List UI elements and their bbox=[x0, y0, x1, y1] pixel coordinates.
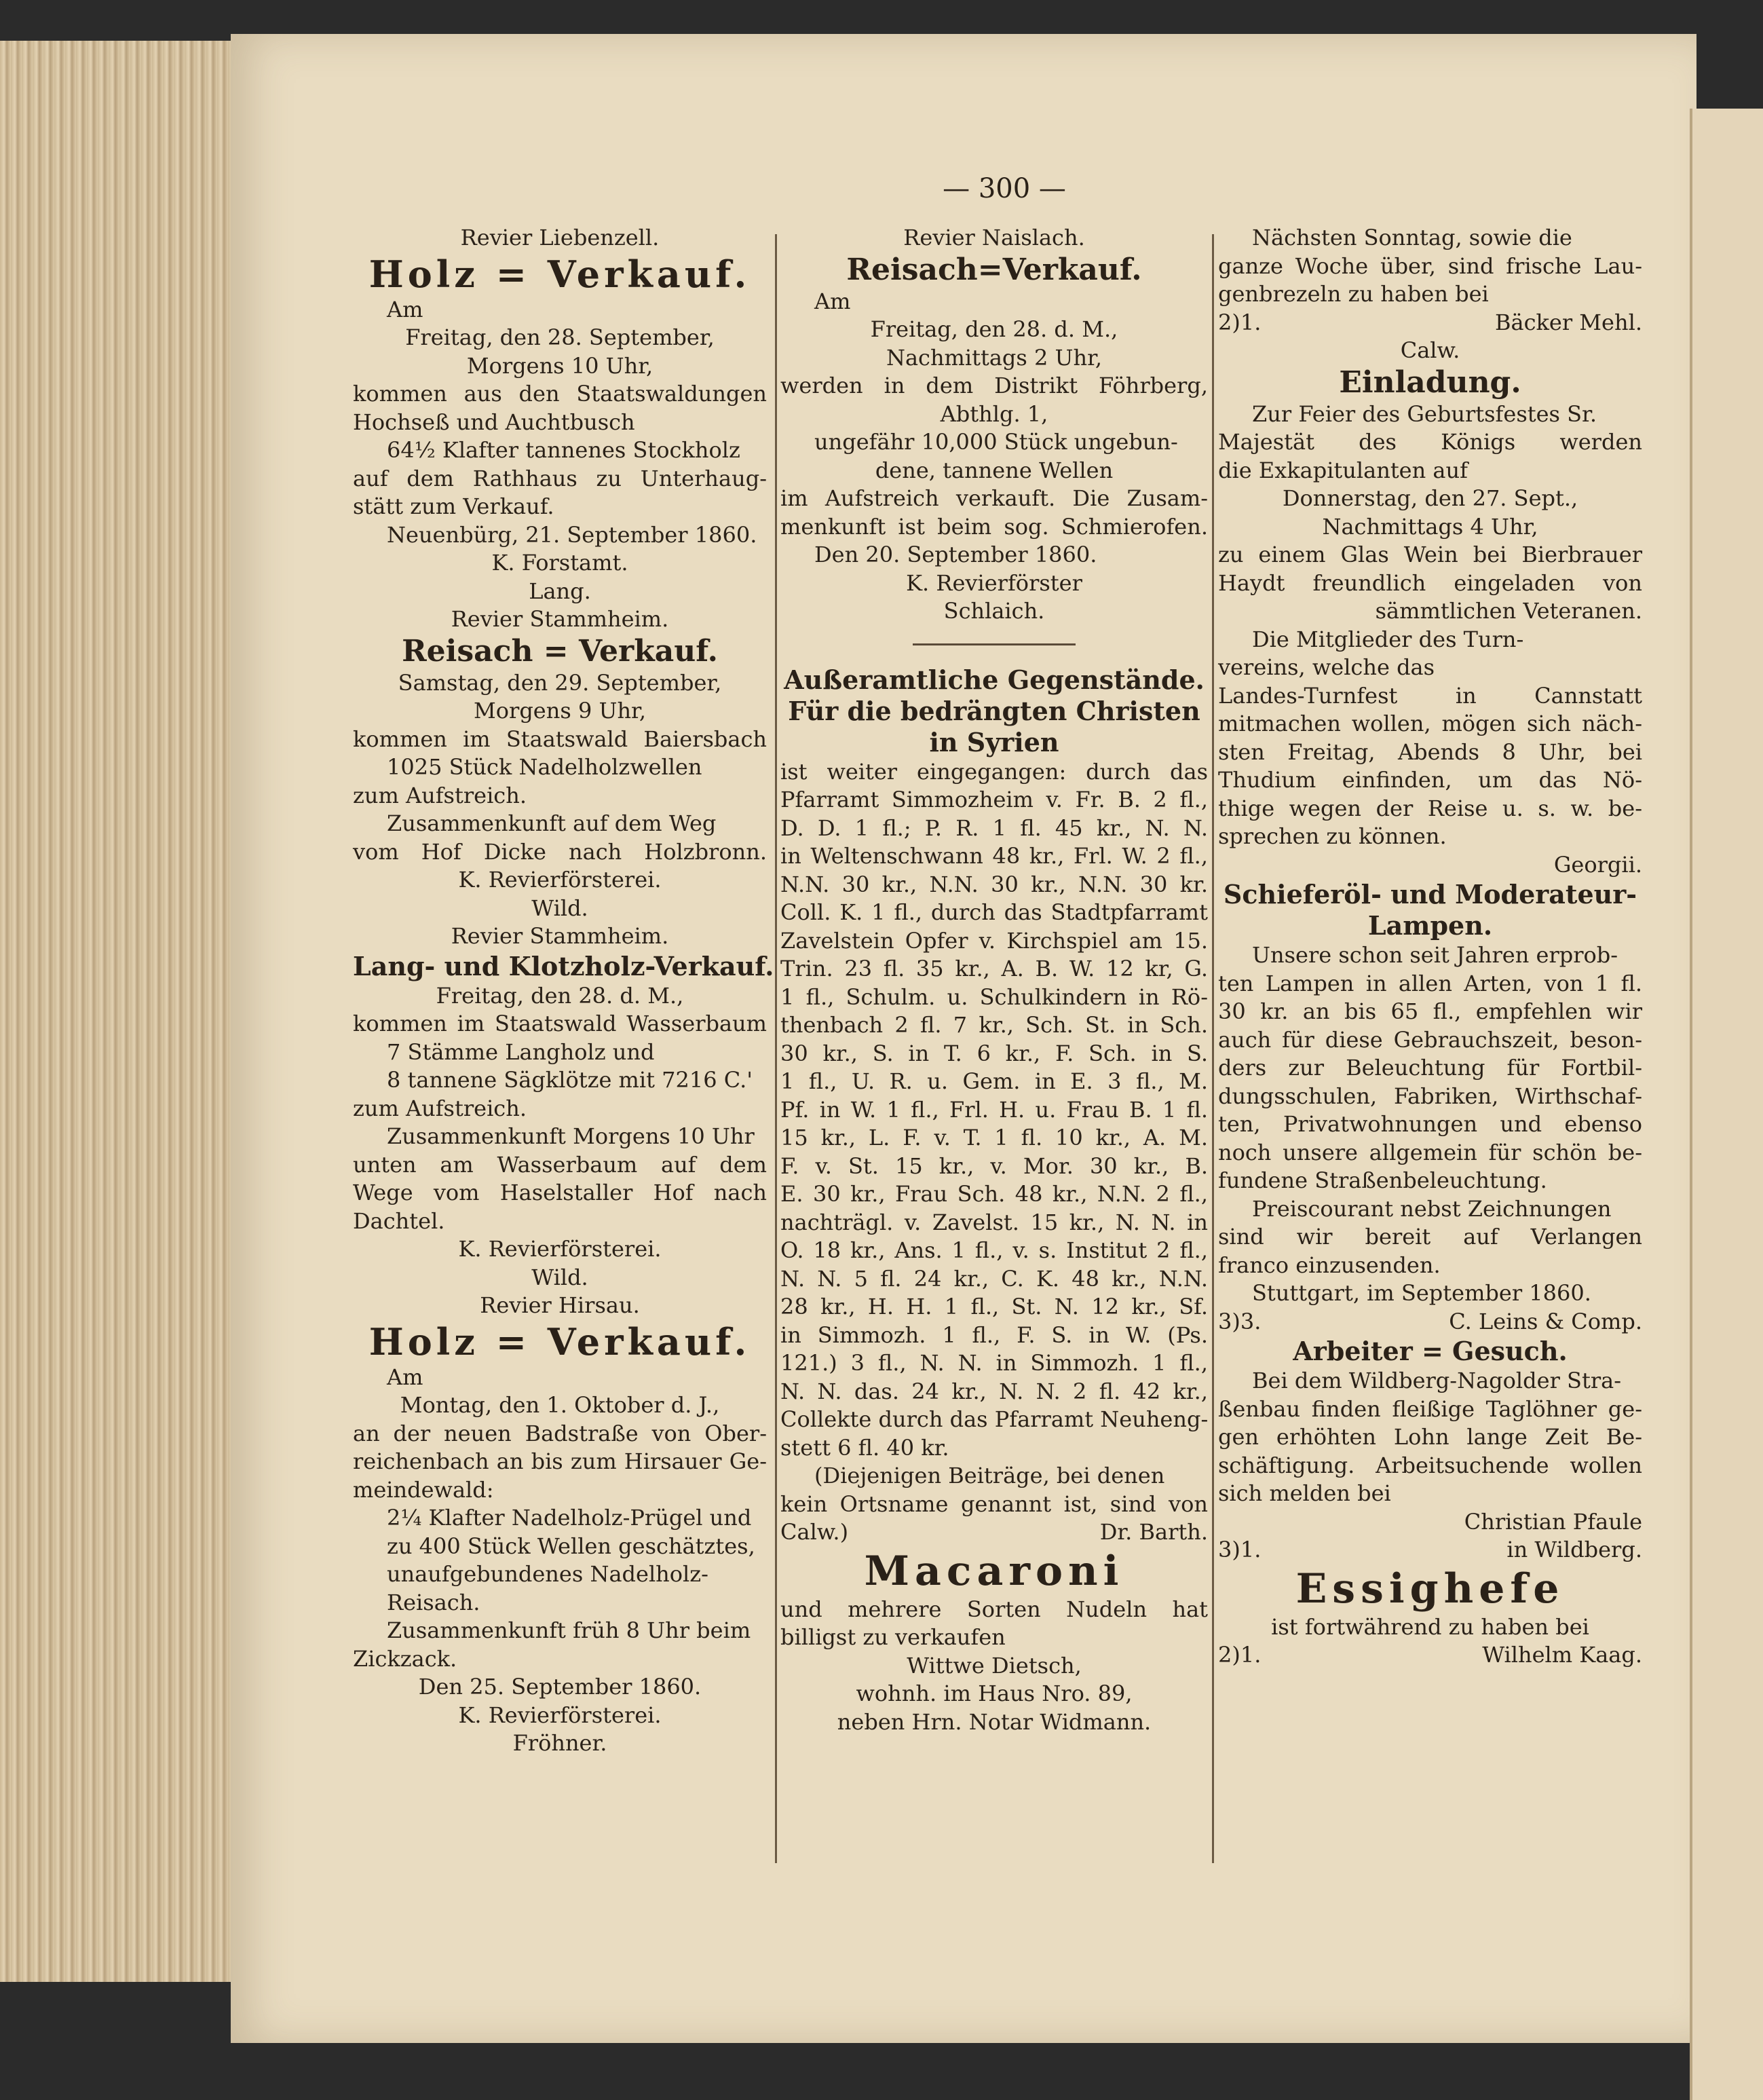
ad-heading: Lampen. bbox=[1367, 910, 1493, 941]
advertisement-c1 bbox=[1218, 224, 1642, 337]
text-line: Hochseß und Auchtbusch bbox=[353, 409, 635, 435]
book-page-edges bbox=[0, 41, 244, 1982]
text-line: 3)3. bbox=[1218, 1308, 1262, 1334]
advertisement-c5 bbox=[1218, 1336, 1642, 1564]
text-line: Neuenbürg, 21. September 1860. bbox=[387, 521, 757, 548]
text-line: 64½ Klafter tannenes Stockholz bbox=[387, 437, 740, 463]
text-line: Christian Pfaule bbox=[1464, 1508, 1642, 1535]
text-line: Collekte durch das Pfarramt Neuheng- bbox=[780, 1406, 1209, 1432]
signature: Bäcker Mehl. bbox=[1494, 309, 1642, 335]
text-line-pair bbox=[1218, 1308, 1642, 1336]
text-line: gen erhöhten Lohn lange Zeit Be- bbox=[1218, 1424, 1642, 1450]
advertisement-a3 bbox=[353, 922, 774, 1292]
column-3 bbox=[1218, 224, 1642, 1880]
signature: in Wildberg. bbox=[1506, 1537, 1642, 1562]
text-line-pair bbox=[1218, 309, 1642, 337]
text-line: D. D. 1 fl.; P. R. 1 fl. 45 kr., N. N. bbox=[780, 814, 1208, 841]
text-line: zum Aufstreich. bbox=[353, 1095, 527, 1121]
text-line: Die Mitglieder des Turn- bbox=[1252, 626, 1524, 652]
text-line: Freitag, den 28. d. M., bbox=[436, 982, 684, 1009]
text-line: zu 400 Stück Wellen geschätztes, bbox=[387, 1533, 755, 1559]
ad-heading: Schieferöl- und Moderateur- bbox=[1223, 879, 1637, 910]
text-line: ganze Woche über, sind frische Lau- bbox=[1218, 252, 1642, 279]
advertisement-a2 bbox=[353, 605, 767, 922]
text-line: reichenbach an bis zum Hirsauer Ge- bbox=[353, 1448, 767, 1474]
text-line: Zavelstein Opfer v. Kirchspiel am 15. bbox=[780, 927, 1208, 954]
advertisement-b2 bbox=[780, 664, 1208, 1547]
text-line: N. N. 5 fl. 24 kr., C. K. 48 kr., N.N. bbox=[780, 1265, 1208, 1292]
text-line: Wittwe Dietsch, bbox=[907, 1652, 1082, 1679]
text-line: Bei dem Wildberg-Nagolder Stra- bbox=[1252, 1368, 1622, 1393]
text-line: Lang. bbox=[529, 578, 591, 604]
text-line: Preiscourant nebst Zeichnungen bbox=[1252, 1195, 1612, 1222]
text-line: vereins, welche das bbox=[1218, 654, 1435, 680]
text-line: K. Forstamt. bbox=[491, 550, 628, 576]
text-line: im Aufstreich verkauft. Die Zusam- bbox=[780, 485, 1208, 511]
text-line: Revier Liebenzell. bbox=[460, 225, 660, 250]
text-line: 3)1. bbox=[1218, 1537, 1262, 1562]
text-line: sich melden bei bbox=[1218, 1480, 1391, 1506]
text-line-pair bbox=[1218, 1536, 1642, 1564]
text-line: 121.) 3 fl., N. N. in Simmozh. 1 fl., bbox=[780, 1350, 1208, 1376]
text-line: K. Revierförsterei. bbox=[458, 867, 662, 893]
text-line: werden in dem Distrikt Föhrberg, bbox=[780, 373, 1208, 398]
signature: C. Leins & Comp. bbox=[1449, 1308, 1642, 1334]
text-line: Zur Feier des Geburtsfestes Sr. bbox=[1252, 400, 1597, 427]
text-line: und mehrere Sorten Nudeln hat bbox=[780, 1596, 1208, 1622]
text-line: Revier Naislach. bbox=[903, 225, 1085, 250]
text-line: N.N. 30 kr., N.N. 30 kr., N.N. 30 kr. bbox=[780, 871, 1208, 897]
text-line: meindewald: bbox=[353, 1476, 494, 1503]
text-line: Den 20. September 1860. bbox=[814, 542, 1097, 567]
text-line: K. Revierförsterei. bbox=[458, 1236, 662, 1262]
text-line: Am bbox=[387, 1364, 423, 1390]
text-line: stett 6 fl. 40 kr. bbox=[780, 1434, 949, 1461]
text-line: Den 25. September 1860. bbox=[418, 1674, 702, 1700]
ad-heading: Holz = Verkauf. bbox=[368, 252, 751, 296]
text-line: unaufgebundenes Nadelholz- bbox=[387, 1561, 708, 1587]
ad-heading: Einladung. bbox=[1339, 364, 1521, 400]
text-line: 1 fl., U. R. u. Gem. in E. 3 fl., M. bbox=[780, 1068, 1208, 1094]
text-line: zu einem Glas Wein bei Bierbrauer bbox=[1218, 542, 1642, 567]
text-line: 8 tannene Sägklötze mit 7216 C.' bbox=[387, 1067, 753, 1093]
text-line: sind wir bereit auf Verlangen bbox=[1218, 1224, 1642, 1250]
text-line: nachträgl. v. Zavelst. 15 kr., N. N. in bbox=[780, 1209, 1208, 1235]
text-line: Abthlg. 1, bbox=[940, 400, 1048, 427]
text-line: genbrezeln zu haben bei bbox=[1218, 281, 1489, 307]
text-line: noch unsere allgemein für schön be- bbox=[1218, 1139, 1642, 1165]
text-line: zum Aufstreich. bbox=[353, 782, 527, 808]
text-line: (Diejenigen Beiträge, bei denen bbox=[814, 1463, 1165, 1488]
text-line: ders zur Beleuchtung für Fortbil- bbox=[1218, 1055, 1642, 1081]
text-line: 2)1. bbox=[1218, 1642, 1262, 1668]
text-line: E. 30 kr., Frau Sch. 48 kr., N.N. 2 fl., bbox=[780, 1181, 1208, 1207]
text-line: Pfarramt Simmozheim v. Fr. B. 2 fl., bbox=[780, 787, 1208, 812]
text-line: Morgens 10 Uhr, bbox=[466, 352, 653, 379]
advertisement-a1 bbox=[353, 224, 767, 605]
text-line: Revier Hirsau. bbox=[480, 1292, 640, 1318]
text-line: neben Hrn. Notar Widmann. bbox=[837, 1708, 1152, 1735]
advertisement-c6 bbox=[1218, 1564, 1642, 1670]
text-line: Calw.) bbox=[780, 1519, 849, 1545]
text-line: Zickzack. bbox=[353, 1645, 457, 1672]
text-line: Wege vom Haselstaller Hof nach bbox=[353, 1180, 767, 1205]
ad-heading: Arbeiter = Gesuch. bbox=[1293, 1336, 1568, 1366]
text-line: fundene Straßenbeleuchtung. bbox=[1218, 1167, 1547, 1193]
text-line: K. Revierförster bbox=[906, 569, 1082, 596]
text-line: ist weiter eingegangen: durch das bbox=[780, 758, 1208, 785]
text-line: sprechen zu können. bbox=[1218, 823, 1447, 849]
text-line: schäftigung. Arbeitsuchende wollen bbox=[1218, 1452, 1642, 1478]
text-line: ßenbau finden fleißige Taglöhner ge- bbox=[1218, 1395, 1642, 1422]
text-line: kein Ortsname genannt ist, sind von bbox=[780, 1490, 1208, 1517]
text-line: Calw. bbox=[1400, 337, 1460, 363]
text-line: sten Freitag, Abends 8 Uhr, bei bbox=[1218, 738, 1642, 765]
column-rule-1 bbox=[775, 234, 777, 1863]
text-line: Nachmittags 4 Uhr, bbox=[1322, 513, 1538, 540]
text-line: kommen aus den Staatswaldungen bbox=[353, 381, 767, 407]
text-line: Samstag, den 29. September, bbox=[398, 669, 722, 696]
ad-heading: Lang- und Klotzholz-Verkauf. bbox=[353, 950, 774, 981]
text-line: Schlaich. bbox=[943, 598, 1045, 624]
text-line: unten am Wasserbaum auf dem bbox=[353, 1151, 767, 1178]
column-rule-2 bbox=[1212, 234, 1214, 1863]
text-line: kommen im Staatswald Wasserbaum bbox=[353, 1011, 767, 1036]
text-line: thenbach 2 fl. 7 kr., Sch. St. in Sch. bbox=[780, 1012, 1208, 1038]
text-line: 1 fl., Schulm. u. Schulkindern in Rö- bbox=[780, 983, 1208, 1010]
text-line: 28 kr., H. H. 1 fl., St. N. 12 kr., Sf. bbox=[780, 1294, 1208, 1319]
signature: Dr. Barth. bbox=[1099, 1519, 1208, 1545]
text-line: ungefähr 10,000 Stück ungebun- bbox=[814, 429, 1178, 455]
ad-heading: Außeramtliche Gegenstände. bbox=[784, 664, 1205, 695]
text-line: 2¼ Klafter Nadelholz-Prügel und bbox=[387, 1505, 752, 1531]
text-line: wohnh. im Haus Nro. 89, bbox=[856, 1681, 1133, 1706]
text-line: 2)1. bbox=[1218, 309, 1262, 335]
text-line: billigst zu verkaufen bbox=[780, 1624, 1006, 1650]
text-line: 1025 Stück Nadelholzwellen bbox=[387, 754, 702, 780]
text-line: 30 kr. an bis 65 fl., empfehlen wir bbox=[1218, 998, 1642, 1024]
text-line: dungsschulen, Fabriken, Wirthschaf- bbox=[1218, 1083, 1642, 1109]
text-line-pair bbox=[1218, 1641, 1642, 1670]
ad-heading: Reisach = Verkauf. bbox=[402, 633, 718, 669]
text-line: Morgens 9 Uhr, bbox=[473, 698, 646, 724]
ad-heading: Reisach=Verkauf. bbox=[846, 252, 1142, 287]
text-line: ten, Privatwohnungen und ebenso bbox=[1218, 1111, 1642, 1137]
text-line: ist fortwährend zu haben bei bbox=[1271, 1613, 1589, 1640]
text-line: N. N. das. 24 kr., N. N. 2 fl. 42 kr., bbox=[780, 1378, 1208, 1404]
text-line: stätt zum Verkauf. bbox=[353, 493, 554, 519]
text-line: franco einzusenden. bbox=[1218, 1252, 1441, 1278]
text-line: dene, tannene Wellen bbox=[875, 457, 1114, 483]
text-line: Majestät des Königs werden bbox=[1218, 429, 1642, 455]
text-line: Wild. bbox=[531, 895, 588, 921]
advertisement-c3 bbox=[1218, 626, 1642, 880]
text-line: Nächsten Sonntag, sowie die bbox=[1252, 225, 1572, 250]
text-line: thige wegen der Reise u. s. w. be- bbox=[1218, 795, 1642, 821]
text-line: Dachtel. bbox=[353, 1207, 445, 1234]
text-line: auch für diese Gebrauchszeit, beson- bbox=[1218, 1026, 1642, 1053]
text-line: in Weltenschwann 48 kr., Frl. W. 2 fl., bbox=[780, 843, 1208, 869]
text-line: Wild. bbox=[531, 1264, 588, 1290]
advertisement-b1 bbox=[780, 224, 1208, 626]
text-line: Fröhner. bbox=[512, 1730, 607, 1756]
text-line: sämmtlichen Veteranen. bbox=[1375, 598, 1642, 624]
column-2 bbox=[780, 224, 1208, 1880]
text-line: Reisach. bbox=[387, 1589, 480, 1615]
text-line: Coll. K. 1 fl., durch das Stadtpfarramt bbox=[780, 899, 1208, 925]
text-line: ten Lampen in allen Arten, von 1 fl. bbox=[1218, 970, 1642, 996]
text-line: Nachmittags 2 Uhr, bbox=[886, 344, 1103, 371]
text-line: Zusammenkunft auf dem Weg bbox=[387, 810, 717, 836]
text-line: 7 Stämme Langholz und bbox=[387, 1038, 655, 1065]
text-line: auf dem Rathhaus zu Unterhaug- bbox=[353, 465, 767, 491]
text-line: in Simmozh. 1 fl., F. S. in W. (Ps. bbox=[780, 1321, 1208, 1348]
text-line: vom Hof Dicke nach Holzbronn. bbox=[353, 838, 767, 865]
advertisement-a4 bbox=[353, 1292, 767, 1758]
text-line: F. v. St. 15 kr., v. Mor. 30 kr., B. bbox=[780, 1152, 1208, 1179]
text-line: kommen im Staatswald Baiersbach bbox=[353, 726, 767, 752]
advertisement-b3 bbox=[780, 1547, 1208, 1737]
ad-heading: Macaroni bbox=[864, 1547, 1124, 1595]
text-line: Donnerstag, den 27. Sept., bbox=[1282, 485, 1578, 511]
text-line: Revier Stammheim. bbox=[451, 923, 669, 949]
text-line: Zusammenkunft Morgens 10 Uhr bbox=[387, 1123, 755, 1149]
text-line: Am bbox=[387, 296, 423, 322]
text-line: 15 kr., L. F. v. T. 1 fl. 10 kr., A. M. bbox=[780, 1125, 1208, 1150]
section-separator bbox=[913, 643, 1076, 645]
text-line: menkunft ist beim sog. Schmierofen. bbox=[780, 513, 1208, 540]
column-1 bbox=[353, 224, 774, 1880]
text-line: Am bbox=[814, 288, 851, 314]
text-line: O. 18 kr., Ans. 1 fl., v. s. Institut 2 fl., bbox=[780, 1237, 1208, 1263]
text-line: Pf. in W. 1 fl., Frl. H. u. Frau B. 1 fl. bbox=[780, 1096, 1208, 1123]
advertisement-c2 bbox=[1218, 337, 1642, 626]
text-line: Freitag, den 28. d. M., bbox=[870, 316, 1118, 342]
text-line: Georgii. bbox=[1553, 851, 1642, 878]
text-line: Montag, den 1. Oktober d. J., bbox=[400, 1392, 720, 1418]
ad-heading: Essighefe bbox=[1295, 1564, 1565, 1613]
text-line: Landes-Turnfest in Cannstatt bbox=[1218, 682, 1642, 709]
ad-heading: in Syrien bbox=[929, 726, 1059, 757]
ad-heading: Für die bedrängten Christen bbox=[788, 695, 1200, 726]
text-line: Thudium einfinden, um das Nö- bbox=[1218, 767, 1642, 793]
text-line: die Exkapitulanten auf bbox=[1218, 457, 1468, 483]
signature: Wilhelm Kaag. bbox=[1482, 1642, 1642, 1668]
page-number: — 300 — bbox=[943, 173, 1066, 204]
text-line: Haydt freundlich eingeladen von bbox=[1218, 569, 1642, 596]
text-line: Revier Stammheim. bbox=[451, 606, 669, 632]
text-line: Freitag, den 28. September, bbox=[405, 324, 715, 350]
text-line: K. Revierförsterei. bbox=[458, 1702, 662, 1728]
advertisement-c4 bbox=[1218, 879, 1642, 1336]
text-line: mitmachen wollen, mögen sich näch- bbox=[1218, 711, 1642, 736]
next-page-edge bbox=[1690, 109, 1763, 2100]
ad-heading: Holz = Verkauf. bbox=[368, 1319, 751, 1364]
text-line: 30 kr., S. in T. 6 kr., F. Sch. in S. bbox=[780, 1040, 1208, 1066]
text-line: Trin. 23 fl. 35 kr., A. B. W. 12 kr, G. bbox=[780, 956, 1208, 981]
text-line: an der neuen Badstraße von Ober- bbox=[353, 1420, 767, 1446]
text-line: Stuttgart, im September 1860. bbox=[1252, 1280, 1591, 1306]
text-line: Unsere schon seit Jahren erprob- bbox=[1252, 942, 1618, 968]
text-line-pair bbox=[780, 1518, 1208, 1547]
text-line: Zusammenkunft früh 8 Uhr beim bbox=[387, 1617, 751, 1643]
